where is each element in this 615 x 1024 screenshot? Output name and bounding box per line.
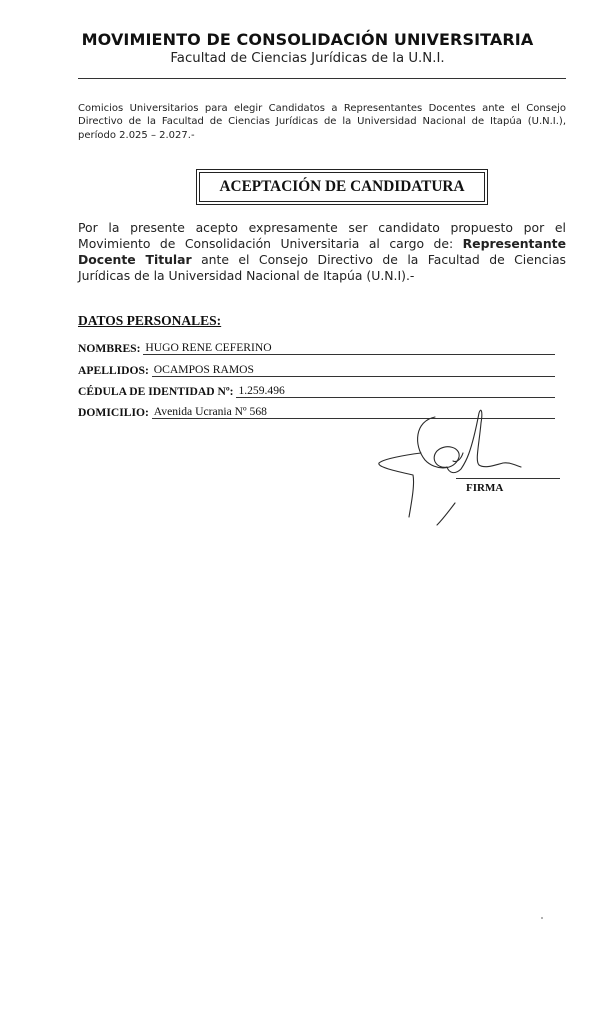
field-nombres — [78, 339, 555, 355]
letterhead — [0, 30, 615, 66]
field-value: Avenida Ucrania Nº 568 — [152, 405, 555, 419]
scan-speck — [541, 917, 543, 919]
personal-data-heading: DATOS PERSONALES: — [78, 313, 222, 328]
signature-label: FIRMA — [466, 482, 504, 494]
field-apellidos — [78, 361, 555, 377]
statement-part-2: ante el Consejo Directivo de la Facultad de Ciencias Jurídicas de la Universidad Nacional de Itapúa (U.N.I).- — [78, 252, 566, 283]
field-value: OCAMPOS RAMOS — [152, 363, 555, 377]
field-label: APELLIDOS: — [78, 364, 152, 377]
election-intro: Comicios Universitarios para elegir Candidatos a Representantes Docentes ante el Consejo Directivo de la Facultad de Ciencias Jurídicas de la Universidad Nacional de Itapúa (U.N.I.), período 2.025 – 2.027.- — [78, 103, 566, 141]
document-title: ACEPTACIÓN DE CANDIDATURA — [199, 172, 485, 202]
field-value: 1.259.496 — [236, 384, 555, 398]
statement-part-1: Por la presente acepto expresamente ser candidato propuesto por el Movimiento de Consolidación Universitaria al cargo de: — [78, 220, 566, 251]
field-value: HUGO RENE CEFERINO — [143, 341, 555, 355]
organization-subtitle: Facultad de Ciencias Jurídicas de la U.N.I. — [170, 51, 445, 66]
handwritten-signature — [375, 405, 525, 530]
field-cedula — [78, 382, 555, 398]
acceptance-statement — [78, 220, 566, 284]
field-label: NOMBRES: — [78, 342, 144, 355]
organization-title: MOVIMIENTO DE CONSOLIDACIÓN UNIVERSITARIA — [81, 30, 534, 49]
field-label: CÉDULA DE IDENTIDAD Nº: — [78, 385, 237, 398]
header-divider — [78, 78, 566, 79]
signature-line — [456, 478, 560, 479]
candidate-position: Representante Docente Titular — [78, 236, 566, 267]
field-label: DOMICILIO: — [78, 406, 152, 419]
